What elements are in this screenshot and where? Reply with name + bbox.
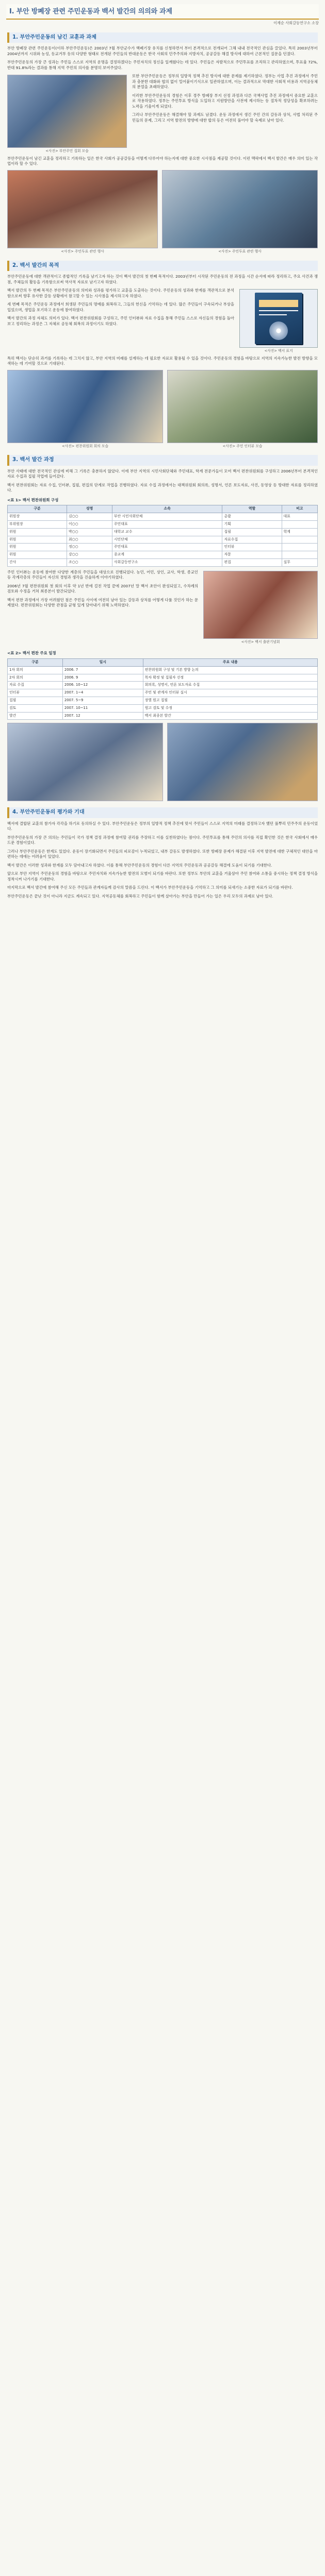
table-cell: 목차 확정 및 집필자 선정 xyxy=(143,674,317,682)
table-cell: 1차 회의 xyxy=(8,666,63,674)
table-cell: 박○○ xyxy=(67,528,112,536)
table-cell: 주민 및 관계자 인터뷰 실시 xyxy=(143,689,317,697)
table-cell: 자문 xyxy=(222,551,282,559)
table-header-cell: 주요 내용 xyxy=(143,658,317,666)
section-3-heading: 3. 백서 발간 과정 xyxy=(7,455,318,465)
photo-caption: <사진> 백서 표지 xyxy=(264,349,293,353)
section-1-photo-block xyxy=(7,74,318,156)
community-photo xyxy=(7,723,163,801)
section-4-paragraph: 부안주민운동의 가장 큰 의의는 주민들이 국가 정책 결정 과정에 참여할 권리를 주장하고 이를 실천하였다는 점이다. 주민투표를 통해 주민의 의사를 직접 확인한 것은 한국 사회에서 매우 드문 경험이었다. xyxy=(7,835,318,845)
table-cell: 2007. 12 xyxy=(62,712,143,720)
table-cell: 장별 원고 집필 xyxy=(143,697,317,704)
table-row xyxy=(8,551,318,559)
main-content xyxy=(0,32,325,908)
photo-caption: <사진> 주민 인터뷰 모습 xyxy=(222,444,263,448)
table-cell: 집필 xyxy=(222,528,282,536)
section-2-paragraph: 세 번째 목적은 주민운동 과정에서 희생된 주민들의 명예를 회복하고, 그들의 헌신을 기억하는 데 있다. 많은 주민들이 구속되거나 부상을 입었으며, 생업을 포기하고 운동에 참여하였다. xyxy=(7,302,234,312)
table-header-cell: 일시 xyxy=(62,658,143,666)
section-4-paragraph: 앞으로 부안 지역이 주민운동의 경험을 바탕으로 주민자치와 지속가능한 발전의 모범이 되기를 바란다. 또한 정부도 부안의 교훈을 거울삼아 주민 참여와 소통을 중시하는 정책 결정 방식을 정착시켜 나가기를 기대한다. xyxy=(7,871,318,882)
table-cell: 편집 xyxy=(222,559,282,567)
table-cell: 회의록, 성명서, 언론 보도자료 수집 xyxy=(143,682,317,689)
section-1-paragraph: 또한 부안주민운동은 정부의 일방적 정책 추진 방식에 대한 문제를 제기하였다. 정부는 사업 추진 과정에서 주민과 충분한 대화와 협의 없이 밀어붙이기식으로 일관하였으며, 이는 결과적으로 막대한 사회적 비용과 지역공동체의 분열을 초래하였다. xyxy=(132,74,318,90)
book-figure xyxy=(239,289,318,354)
photo-figure xyxy=(7,370,163,449)
photo-row xyxy=(7,370,318,449)
table-header-row xyxy=(8,658,318,666)
section-1-paragraph: 부안주민운동이 남긴 교훈을 정리하고 기록하는 일은 한국 사회가 공공갈등을 어떻게 다루어야 하는지에 대한 중요한 시사점을 제공할 것이다. 이런 맥락에서 백서 발간은 매우 의미 있는 작업이라 할 수 있다. xyxy=(7,156,318,166)
photo-figure xyxy=(167,370,318,449)
crowd-photo xyxy=(162,170,318,248)
section-1-paragraph: 이러한 부안주민운동의 경험은 이후 경주 방폐장 부지 선정 과정과 다른 국책사업 추진 과정에서 중요한 교훈으로 작용하였다. 정부는 주민투표 방식을 도입하고 지원방안을 사전에 제시하는 등 절차적 정당성을 확보하려는 노력을 기울이게 되었다. xyxy=(132,93,318,109)
section-4-paragraph: 그러나 부안주민운동은 한계도 있었다. 운동이 장기화되면서 주민들의 피로감이 누적되었고, 내부 갈등도 발생하였다. 또한 방폐장 문제가 해결된 이후 지역 발전에 대한 구체적인 대안을 마련하는 데에는 어려움이 있었다. xyxy=(7,849,318,859)
table-row xyxy=(8,682,318,689)
table-cell: 학계 xyxy=(282,528,318,536)
table-cell: 시민단체 xyxy=(112,536,222,544)
photo-figure xyxy=(7,170,158,255)
table-cell: 주민대표 xyxy=(112,521,222,529)
table-row xyxy=(8,674,318,682)
table-row xyxy=(8,521,318,529)
section-4-paragraph: 백서에 결합된 교훈의 참가자 각각을 하기로 동의하실 수 있다. 부안주민운동은 정부의 일방적 정책 추진에 맞서 주민들이 스스로 지역의 미래를 결정하고자 했던 풀뿌리 민주주의 운동이었다. xyxy=(7,821,318,832)
table-row xyxy=(8,536,318,544)
section-1-paragraph: 그러나 부안주민운동은 해결해야 할 과제도 남겼다. 운동 과정에서 생긴 주민 간의 갈등과 상처, 사법 처리된 주민들의 문제, 그리고 지역 발전의 방향에 대한 합의 등은 여전히 풀어야 할 숙제로 남아 있다. xyxy=(132,112,318,123)
table-header-cell: 역할 xyxy=(222,505,282,513)
photo-figure xyxy=(7,75,127,154)
section-2-paragraph: 부안주민운동에 대한 객관적이고 종합적인 기록을 남기고자 하는 것이 백서 발간의 첫 번째 목적이다. 2003년부터 시작된 주민운동의 전 과정을 시간 순서에 따라 정리하고, 주요 사건과 쟁점, 주체들의 활동을 기록함으로써 역사적 자료로 남기고자 하였다. xyxy=(7,274,318,284)
table-cell: 2006. 10~12 xyxy=(62,682,143,689)
table-cell: 자료 수집 xyxy=(8,682,63,689)
photo-row xyxy=(7,170,318,255)
table-cell: 원고 검토 및 수정 xyxy=(143,704,317,712)
table-cell: 부위원장 xyxy=(8,521,67,529)
table-cell: 백서 최종본 발간 xyxy=(143,712,317,720)
table-cell: 위원 xyxy=(8,551,67,559)
village-photo xyxy=(167,723,318,801)
section-2-heading: 2. 백서 발간의 목적 xyxy=(7,261,318,271)
author-line: 이재순 사회갈등연구소 소장 xyxy=(273,21,319,26)
table-cell: 위원장 xyxy=(8,513,67,521)
rally-photo xyxy=(7,170,158,248)
table-body xyxy=(8,666,318,720)
table-cell: 총괄 xyxy=(222,513,282,521)
table-row xyxy=(8,689,318,697)
table-row xyxy=(8,544,318,551)
table-cell: 편찬위원회 구성 및 기본 방향 논의 xyxy=(143,666,317,674)
table-cell: 위원 xyxy=(8,528,67,536)
table-cell: 인터뷰 xyxy=(8,689,63,697)
photo-caption: <사진> 부안주민 집회 모습 xyxy=(45,149,89,154)
table-cell: 정○○ xyxy=(67,544,112,551)
section-2-paragraph: 백서 발간의 두 번째 목적은 부안주민운동의 의미와 성과를 평가하고 교훈을 도출하는 것이다. 주민운동의 성과와 한계를 객관적으로 분석함으로써 향후 유사한 갈등 상황에서 참고할 수 있는 시사점을 제시하고자 하였다. xyxy=(7,288,234,298)
table-row xyxy=(8,697,318,704)
table-cell: 인터뷰 xyxy=(222,544,282,551)
table-cell: 2006. 7 xyxy=(62,666,143,674)
page xyxy=(0,4,325,2576)
photo-caption: <사진> 편찬위원회 회의 모습 xyxy=(61,444,109,448)
section-3-photo-block xyxy=(7,570,318,647)
table-cell xyxy=(282,544,318,551)
table-cell: 위원 xyxy=(8,544,67,551)
protest-photo xyxy=(7,75,127,148)
title-bar xyxy=(6,4,319,20)
table-cell xyxy=(282,536,318,544)
table-cell: 2차 회의 xyxy=(8,674,63,682)
table-body xyxy=(8,513,318,567)
book-cover-image xyxy=(239,289,318,348)
table-cell: 2007. 10~11 xyxy=(62,704,143,712)
table-cell: 종교계 xyxy=(112,551,222,559)
photo-caption: <사진> 주민투표 관련 행사 xyxy=(61,249,104,253)
table-cell: 2007. 5~9 xyxy=(62,697,143,704)
book-icon xyxy=(255,293,302,344)
committee-table xyxy=(7,505,318,566)
photo-caption: <사진> 주민투표 관련 행사 xyxy=(218,249,262,253)
section-3-paragraph: 백서 편찬 과정에서 가장 어려웠던 점은 주민들 사이에 여전히 남아 있는 갈등과 상처를 어떻게 다룰 것인가 하는 문제였다. 편찬위원회는 다양한 관점을 균형 있게 담아내기 위해 노력하였다. xyxy=(7,597,198,608)
table-cell: 자료수집 xyxy=(222,536,282,544)
table-cell: 강○○ xyxy=(67,551,112,559)
table-cell: 김○○ xyxy=(67,513,112,521)
table-1-title: <표 1> 백서 편찬위원회 구성 xyxy=(7,497,59,502)
table-cell xyxy=(282,521,318,529)
interview-photo xyxy=(167,370,318,443)
table-cell: 검토 xyxy=(8,704,63,712)
section-4-heading: 4. 부안주민운동의 평가와 기대 xyxy=(7,807,318,818)
table-header-cell: 소속 xyxy=(112,505,222,513)
table-header-cell: 구분 xyxy=(8,658,63,666)
table-cell: 대학교 교수 xyxy=(112,528,222,536)
table-cell: 2007. 1~4 xyxy=(62,689,143,697)
section-4-paragraph: 마지막으로 백서 발간에 참여해 주신 모든 주민들과 관계자들께 감사의 말씀을 드린다. 이 백서가 부안주민운동을 기억하고 그 의미를 되새기는 소중한 자료가 되기를 바란다. xyxy=(7,885,293,890)
section-4-paragraph: 백서 발간은 이러한 성과와 한계를 모두 담아내고자 하였다. 이를 통해 부안주민운동의 경험이 다른 지역의 주민운동과 공공갈등 해결에 도움이 되기를 기대한다. xyxy=(7,862,272,868)
section-3-paragraph: 2006년 7월 편찬위원회 첫 회의 이후 약 1년 반에 걸친 작업 끝에 2007년 말 백서 초안이 완성되었고, 수차례의 검토와 수정을 거쳐 최종본이 발간되었다. xyxy=(7,583,198,594)
table-cell: 간사 xyxy=(8,559,67,567)
photo-figure xyxy=(203,571,318,645)
section-2-paragraph: 백서 발간의 과정 자체도 의미가 있다. 백서 편찬위원회를 구성하고, 주민 인터뷰와 자료 수집을 통해 주민들 스스로 자신들의 경험을 돌아보고 정리하는 과정은 그 자체로 공동체 회복의 과정이기도 하였다. xyxy=(7,316,234,326)
table-cell: 부안 시민사회단체 xyxy=(112,513,222,521)
table-cell: 기획 xyxy=(222,521,282,529)
table-cell: 2006. 9 xyxy=(62,674,143,682)
section-1-paragraph: 부안 방폐장 관련 주민운동이(이하 부안주민운동)은 2003년 7월 부안군수가 핵폐기장 유치를 신청하면서 부터 본격적으로 전개되어 그해 내내 전국적인 관심을 끌었다. 특히 2003년부터 2004년까지 시위와 농성, 등교거부 등의 다양한 형태로 전개된 주민들의 반대운동은 한국 사회의 민주주의와 지방자치, 공공갈등 해결 방식에 대하여 근본적인 질문을 던졌다. xyxy=(7,46,318,56)
page-title: Ⅰ. 부안 방폐장 관련 주민운동과 백서 발간의 의의와 과제 xyxy=(9,8,172,15)
photo-figure xyxy=(162,170,318,255)
table-cell: 주민대표 xyxy=(112,544,222,551)
table-cell: 사회갈등연구소 xyxy=(112,559,222,567)
section-4-paragraph: 부안주민운동은 끝난 것이 아니라 지금도 계속되고 있다. 지역공동체를 회복하고 주민들이 함께 살아가는 부안을 만들어 가는 일은 우리 모두의 과제로 남아 있다. xyxy=(7,893,273,899)
table-2-title: <표 2> 백서 편찬 주요 일정 xyxy=(7,651,56,656)
section-2-book-block xyxy=(7,288,318,356)
photo-caption: <사진> 백서 출판기념회 xyxy=(241,639,280,644)
table-cell: 최○○ xyxy=(67,536,112,544)
table-header-cell: 비고 xyxy=(282,505,318,513)
event-photo xyxy=(203,571,318,639)
table-cell: 실무 xyxy=(282,559,318,567)
table-header-cell: 구분 xyxy=(8,505,67,513)
meeting-photo xyxy=(7,370,163,443)
section-1-heading: 1. 부안주민운동의 남긴 교훈과 과제 xyxy=(7,32,318,43)
section-3-paragraph: 주민 인터뷰는 운동에 참여한 다양한 계층의 주민들을 대상으로 진행되었다. 농민, 어민, 상인, 교사, 학생, 종교인 등 각계각층의 주민들이 자신의 경험과 생각을 진솔하게 이야기하였다. xyxy=(7,569,198,580)
table-row xyxy=(8,559,318,567)
table-cell: 조○○ xyxy=(67,559,112,567)
table-row xyxy=(8,513,318,521)
photo-row xyxy=(7,723,318,801)
table-row xyxy=(8,528,318,536)
table-header-row xyxy=(8,505,318,513)
table-cell: 대표 xyxy=(282,513,318,521)
section-3-paragraph: 백서 편찬위원회는 자료 수집, 인터뷰, 집필, 편집의 단계로 작업을 진행하였다. 자료 수집 과정에서는 대책위원회 회의록, 성명서, 언론 보도자료, 사진, 동영상 등 방대한 자료를 정리하였다. xyxy=(7,482,318,493)
schedule-table xyxy=(7,658,318,720)
section-3-paragraph: 부안 사태에 대한 전국적인 관심에 비해 그 기록은 충분하지 않았다. 이에 부안 지역의 시민사회단체와 주민대표, 학계 전문가들이 모여 백서 편찬위원회를 구성하고 2006년부터 본격적인 자료 수집과 집필 작업에 들어갔다. xyxy=(7,468,318,479)
table-cell xyxy=(282,551,318,559)
section-2-paragraph: 특히 백서는 단순히 과거를 기록하는 데 그치지 않고, 부안 지역의 미래를 설계하는 데 필요한 자료로 활용될 수 있을 것이다. 주민운동의 경험을 바탕으로 지역의 지속가능한 발전 방향을 모색하는 데 기여할 것으로 기대된다. xyxy=(7,355,318,366)
table-row xyxy=(8,704,318,712)
table-cell: 발간 xyxy=(8,712,63,720)
table-header-cell: 성명 xyxy=(67,505,112,513)
table-cell: 집필 xyxy=(8,697,63,704)
section-1-paragraph: 부안주민운동의 가장 큰 성과는 주민들 스스로 지역의 운명을 결정하겠다는 주민자치의 정신을 일깨웠다는 데 있다. 주민들은 자발적으로 주민투표를 조직하고 관리하였으며, 투표율 72%, 반대 91.8%라는 결과를 통해 지역 주민의 의사를 분명히 보여주었다. xyxy=(7,60,318,70)
table-row xyxy=(8,666,318,674)
table-cell: 이○○ xyxy=(67,521,112,529)
table-cell: 위원 xyxy=(8,536,67,544)
table-row xyxy=(8,712,318,720)
